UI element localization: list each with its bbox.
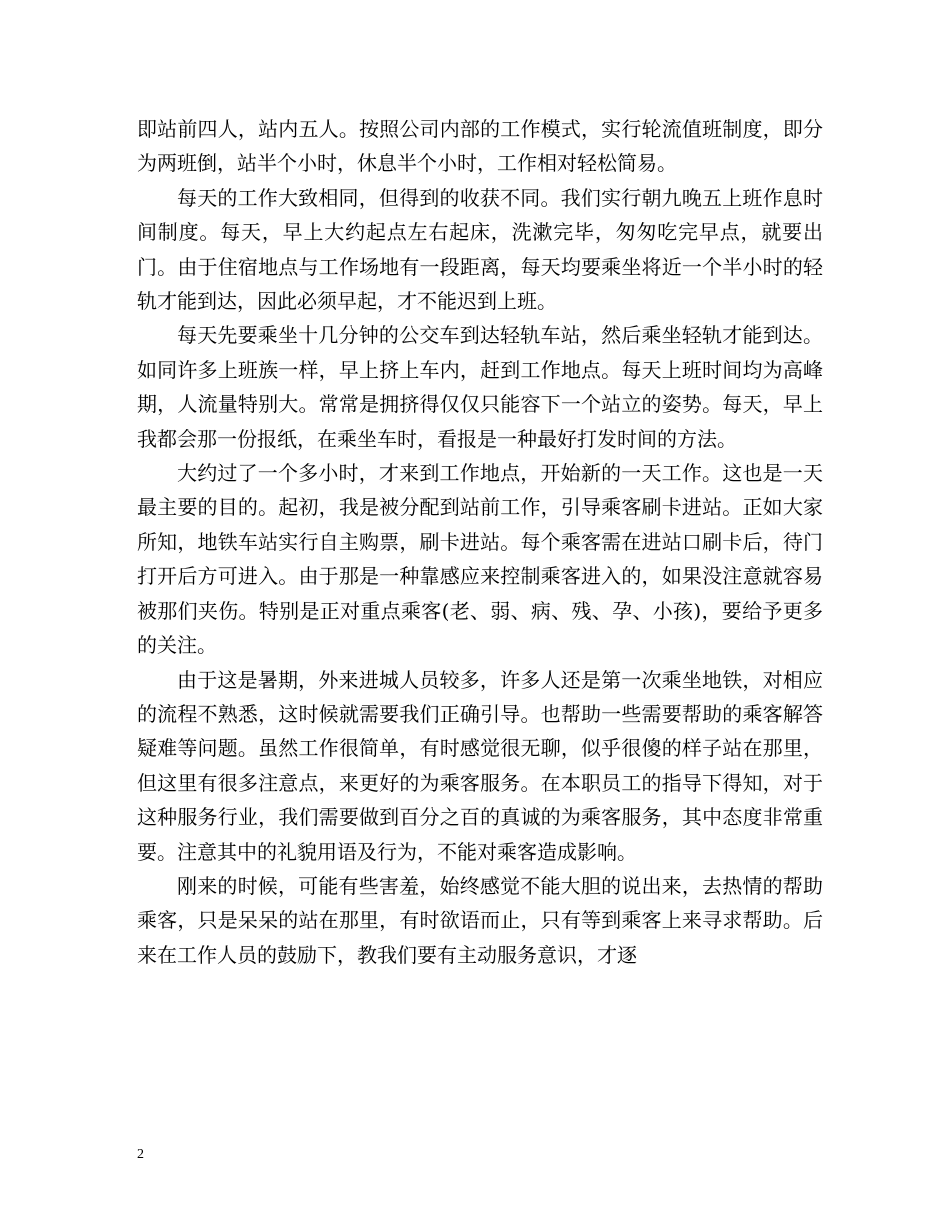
body-text: [137, 112, 823, 972]
page-number: 2: [137, 1147, 144, 1162]
paragraph-1: 即站前四人，站内五人。按照公司内部的工作模式，实行轮流值班制度，即分为两班倒，站半个小时，休息半个小时，工作相对轻松简易。: [137, 117, 823, 176]
paragraph-4: 大约过了一个多小时，才来到工作地点，开始新的一天工作。这也是一天最主要的目的。起初，我是被分配到站前工作，引导乘客刷卡进站。正如大家所知，地铁车站实行自主购票，刷卡进站。每个乘客需在进站口刷卡后，待门打开后方可进入。由于那是一种靠感应来控制乘客进入的，如果没注意就容易被那们夹伤。特别是正对重点乘客(老、弱、病、残、孕、小孩)，要给予更多的关注。: [137, 461, 823, 658]
paragraph-3: 每天先要乘坐十几分钟的公交车到达轻轨车站，然后乘坐轻轨才能到达。如同许多上班族一样，早上挤上车内，赶到工作地点。每天上班时间均为高峰期，人流量特别大。常常是拥挤得仅仅只能容下一个站立的姿势。每天，早上我都会那一份报纸，在乘坐车时，看报是一种最好打发时间的方法。: [137, 323, 823, 451]
paragraph-6: 刚来的时候，可能有些害羞，始终感觉不能大胆的说出来，去热情的帮助乘客，只是呆呆的站在那里，有时欲语而止，只有等到乘客上来寻求帮助。后来在工作人员的鼓励下，教我们要有主动服务意识，才逐: [137, 873, 823, 967]
paragraph-5: 由于这是暑期，外来进城人员较多，许多人还是第一次乘坐地铁，对相应的流程不熟悉，这时候就需要我们正确引导。也帮助一些需要帮助的乘客解答疑难等问题。虽然工作很简单，有时感觉很无聊，似乎很傻的样子站在那里，但这里有很多注意点，来更好的为乘客服务。在本职员工的指导下得知，对于这种服务行业，我们需要做到百分之百的真诚的为乘客服务，其中态度非常重要。注意其中的礼貌用语及行为，不能对乘客造成影响。: [137, 667, 823, 864]
paragraph-2: 每天的工作大致相同，但得到的收获不同。我们实行朝九晚五上班作息时间制度。每天，早上大约起点左右起床，洗漱完毕，匆匆吃完早点，就要出门。由于住宿地点与工作场地有一段距离，每天均要乘坐将近一个半小时的轻轨才能到达，因此必须早起，才不能迟到上班。: [137, 185, 823, 314]
